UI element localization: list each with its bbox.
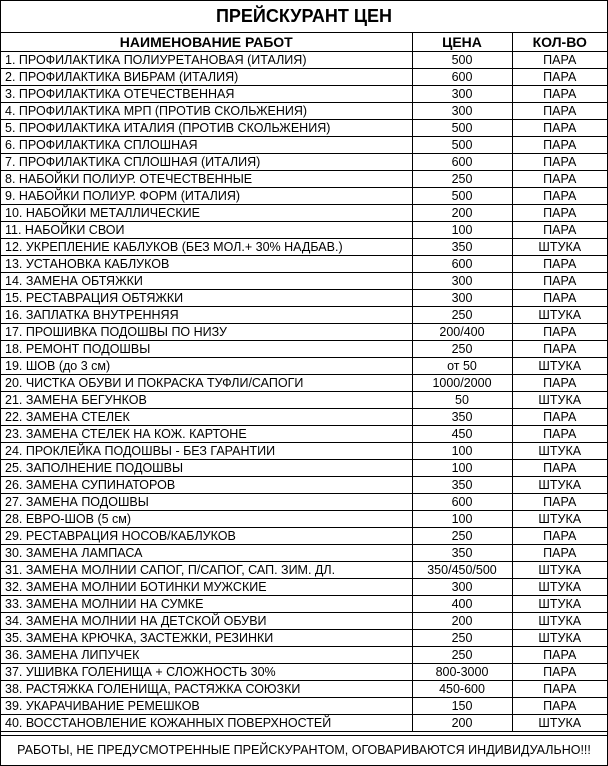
row-qty-cell: ПАРА — [512, 69, 607, 86]
table-row — [1, 477, 607, 494]
row-qty-cell: ПАРА — [512, 103, 607, 120]
row-price-cell: 1000/2000 — [412, 375, 512, 392]
row-price-cell: 400 — [412, 596, 512, 613]
row-qty-cell: ПАРА — [512, 222, 607, 239]
row-name-cell: 31. ЗАМЕНА МОЛНИИ САПОГ, П/САПОГ, САП. ЗИМ. ДЛ. — [1, 562, 412, 579]
row-price-cell: 100 — [412, 460, 512, 477]
row-qty-cell: ШТУКА — [512, 358, 607, 375]
row-price-cell: 600 — [412, 154, 512, 171]
row-qty-cell: ПАРА — [512, 375, 607, 392]
row-name-cell: 26. ЗАМЕНА СУПИНАТОРОВ — [1, 477, 412, 494]
table-row — [1, 358, 607, 375]
row-name-cell: 18. РЕМОНТ ПОДОШВЫ — [1, 341, 412, 358]
row-price-cell: 300 — [412, 579, 512, 596]
row-name-cell: 23. ЗАМЕНА СТЕЛЕК НА КОЖ. КАРТОНЕ — [1, 426, 412, 443]
row-qty-cell: ПАРА — [512, 256, 607, 273]
row-qty-cell: ПАРА — [512, 409, 607, 426]
row-qty-cell: ПАРА — [512, 698, 607, 715]
row-name-cell: 5. ПРОФИЛАКТИКА ИТАЛИЯ (ПРОТИВ СКОЛЬЖЕНИЯ) — [1, 120, 412, 137]
page-title: ПРЕЙСКУРАНТ ЦЕН — [215, 6, 393, 26]
header-price: ЦЕНА — [412, 33, 512, 52]
row-price-cell: 500 — [412, 52, 512, 69]
row-name-cell: 10. НАБОЙКИ МЕТАЛЛИЧЕСКИЕ — [1, 205, 412, 222]
row-name-cell: 20. ЧИСТКА ОБУВИ И ПОКРАСКА ТУФЛИ/САПОГИ — [1, 375, 412, 392]
table-row — [1, 188, 607, 205]
row-name-cell: 14. ЗАМЕНА ОБТЯЖКИ — [1, 273, 412, 290]
table-row — [1, 86, 607, 103]
row-price-cell: 200/400 — [412, 324, 512, 341]
table-row — [1, 69, 607, 86]
table-row — [1, 324, 607, 341]
row-name-cell: 8. НАБОЙКИ ПОЛИУР. ОТЕЧЕСТВЕННЫЕ — [1, 171, 412, 188]
row-qty-cell: ШТУКА — [512, 630, 607, 647]
row-price-cell: 600 — [412, 256, 512, 273]
row-name-cell: 16. ЗАПЛАТКА ВНУТРЕННЯЯ — [1, 307, 412, 324]
row-price-cell: 350 — [412, 409, 512, 426]
row-name-cell: 28. ЕВРО-ШОВ (5 см) — [1, 511, 412, 528]
table-row — [1, 545, 607, 562]
row-price-cell: 100 — [412, 222, 512, 239]
row-name-cell: 19. ШОВ (до 3 см) — [1, 358, 412, 375]
row-price-cell: 600 — [412, 69, 512, 86]
row-qty-cell: ПАРА — [512, 52, 607, 69]
row-name-cell: 17. ПРОШИВКА ПОДОШВЫ ПО НИЗУ — [1, 324, 412, 341]
row-price-cell: 50 — [412, 392, 512, 409]
row-price-cell: 250 — [412, 630, 512, 647]
row-price-cell: 250 — [412, 307, 512, 324]
row-name-cell: 2. ПРОФИЛАКТИКА ВИБРАМ (ИТАЛИЯ) — [1, 69, 412, 86]
row-qty-cell: ПАРА — [512, 426, 607, 443]
table-row — [1, 137, 607, 154]
row-name-cell: 32. ЗАМЕНА МОЛНИИ БОТИНКИ МУЖСКИЕ — [1, 579, 412, 596]
table-row — [1, 171, 607, 188]
row-price-cell: 500 — [412, 137, 512, 154]
table-row — [1, 528, 607, 545]
table-row — [1, 154, 607, 171]
row-price-cell: 250 — [412, 647, 512, 664]
row-price-cell: 500 — [412, 120, 512, 137]
row-qty-cell: ПАРА — [512, 205, 607, 222]
row-qty-cell: ПАРА — [512, 647, 607, 664]
row-name-cell: 4. ПРОФИЛАКТИКА МРП (ПРОТИВ СКОЛЬЖЕНИЯ) — [1, 103, 412, 120]
row-qty-cell: ПАРА — [512, 528, 607, 545]
row-name-cell: 25. ЗАПОЛНЕНИЕ ПОДОШВЫ — [1, 460, 412, 477]
row-qty-cell: ПАРА — [512, 86, 607, 103]
table-row — [1, 52, 607, 69]
row-qty-cell: ШТУКА — [512, 443, 607, 460]
row-qty-cell: ПАРА — [512, 290, 607, 307]
row-qty-cell: ШТУКА — [512, 715, 607, 732]
row-qty-cell: ШТУКА — [512, 392, 607, 409]
row-price-cell: от 50 — [412, 358, 512, 375]
row-qty-cell: ПАРА — [512, 681, 607, 698]
table-row — [1, 375, 607, 392]
table-row — [1, 341, 607, 358]
row-qty-cell: ПАРА — [512, 154, 607, 171]
table-row — [1, 579, 607, 596]
row-name-cell: 33. ЗАМЕНА МОЛНИИ НА СУМКЕ — [1, 596, 412, 613]
row-name-cell: 30. ЗАМЕНА ЛАМПАСА — [1, 545, 412, 562]
row-name-cell: 9. НАБОЙКИ ПОЛИУР. ФОРМ (ИТАЛИЯ) — [1, 188, 412, 205]
row-qty-cell: ШТУКА — [512, 511, 607, 528]
table-row — [1, 392, 607, 409]
row-price-cell: 500 — [412, 188, 512, 205]
row-name-cell: 36. ЗАМЕНА ЛИПУЧЕК — [1, 647, 412, 664]
row-price-cell: 150 — [412, 698, 512, 715]
price-table — [1, 32, 607, 732]
row-name-cell: 27. ЗАМЕНА ПОДОШВЫ — [1, 494, 412, 511]
table-header-row — [1, 33, 607, 52]
row-name-cell: 35. ЗАМЕНА КРЮЧКА, ЗАСТЕЖКИ, РЕЗИНКИ — [1, 630, 412, 647]
table-row — [1, 409, 607, 426]
table-row — [1, 460, 607, 477]
row-qty-cell: ПАРА — [512, 545, 607, 562]
row-price-cell: 200 — [412, 715, 512, 732]
row-name-cell: 34. ЗАМЕНА МОЛНИИ НА ДЕТСКОЙ ОБУВИ — [1, 613, 412, 630]
row-price-cell: 200 — [412, 613, 512, 630]
row-price-cell: 450 — [412, 426, 512, 443]
table-row — [1, 715, 607, 732]
header-name: НАИМЕНОВАНИЕ РАБОТ — [1, 33, 412, 52]
table-row — [1, 630, 607, 647]
row-name-cell: 37. УШИВКА ГОЛЕНИЩА + СЛОЖНОСТЬ 30% — [1, 664, 412, 681]
table-row — [1, 205, 607, 222]
row-qty-cell: ПАРА — [512, 324, 607, 341]
row-price-cell: 350 — [412, 239, 512, 256]
row-price-cell: 200 — [412, 205, 512, 222]
row-price-cell: 350 — [412, 477, 512, 494]
row-name-cell: 3. ПРОФИЛАКТИКА ОТЕЧЕСТВЕННАЯ — [1, 86, 412, 103]
row-qty-cell: ПАРА — [512, 460, 607, 477]
row-name-cell: 7. ПРОФИЛАКТИКА СПЛОШНАЯ (ИТАЛИЯ) — [1, 154, 412, 171]
row-price-cell: 600 — [412, 494, 512, 511]
table-row — [1, 239, 607, 256]
table-row — [1, 290, 607, 307]
row-name-cell: 22. ЗАМЕНА СТЕЛЕК — [1, 409, 412, 426]
row-price-cell: 250 — [412, 341, 512, 358]
row-name-cell: 24. ПРОКЛЕЙКА ПОДОШВЫ - БЕЗ ГАРАНТИИ — [1, 443, 412, 460]
row-qty-cell: ПАРА — [512, 171, 607, 188]
table-row — [1, 613, 607, 630]
row-qty-cell: ПАРА — [512, 137, 607, 154]
row-name-cell: 12. УКРЕПЛЕНИЕ КАБЛУКОВ (БЕЗ МОЛ.+ 30% НАДБАВ.) — [1, 239, 412, 256]
row-price-cell: 300 — [412, 290, 512, 307]
table-row — [1, 698, 607, 715]
row-qty-cell: ПАРА — [512, 341, 607, 358]
header-qty: КОЛ-ВО — [512, 33, 607, 52]
table-row — [1, 256, 607, 273]
row-name-cell: 40. ВОССТАНОВЛЕНИЕ КОЖАННЫХ ПОВЕРХНОСТЕЙ — [1, 715, 412, 732]
row-qty-cell: ШТУКА — [512, 307, 607, 324]
row-qty-cell: ПАРА — [512, 664, 607, 681]
table-row — [1, 103, 607, 120]
table-row — [1, 647, 607, 664]
row-name-cell: 13. УСТАНОВКА КАБЛУКОВ — [1, 256, 412, 273]
row-name-cell: 1. ПРОФИЛАКТИКА ПОЛИУРЕТАНОВАЯ (ИТАЛИЯ) — [1, 52, 412, 69]
table-row — [1, 562, 607, 579]
row-qty-cell: ПАРА — [512, 120, 607, 137]
row-name-cell: 39. УКАРАЧИВАНИЕ РЕМЕШКОВ — [1, 698, 412, 715]
row-price-cell: 800-3000 — [412, 664, 512, 681]
table-row — [1, 307, 607, 324]
row-qty-cell: ШТУКА — [512, 579, 607, 596]
row-price-cell: 100 — [412, 443, 512, 460]
table-row — [1, 511, 607, 528]
row-qty-cell: ШТУКА — [512, 477, 607, 494]
row-qty-cell: ПАРА — [512, 188, 607, 205]
row-qty-cell: ШТУКА — [512, 562, 607, 579]
row-name-cell: 38. РАСТЯЖКА ГОЛЕНИЩА, РАСТЯЖКА СОЮЗКИ — [1, 681, 412, 698]
row-name-cell: 11. НАБОЙКИ СВОИ — [1, 222, 412, 239]
row-price-cell: 300 — [412, 273, 512, 290]
row-price-cell: 250 — [412, 171, 512, 188]
row-name-cell: 15. РЕСТАВРАЦИЯ ОБТЯЖКИ — [1, 290, 412, 307]
table-row — [1, 443, 607, 460]
table-row — [1, 426, 607, 443]
row-price-cell: 350/450/500 — [412, 562, 512, 579]
row-price-cell: 300 — [412, 86, 512, 103]
row-price-cell: 450-600 — [412, 681, 512, 698]
table-row — [1, 222, 607, 239]
row-qty-cell: ШТУКА — [512, 596, 607, 613]
row-name-cell: 6. ПРОФИЛАКТИКА СПЛОШНАЯ — [1, 137, 412, 154]
table-row — [1, 664, 607, 681]
footer-note: РАБОТЫ, НЕ ПРЕДУСМОТРЕННЫЕ ПРЕЙСКУРАНТОМ, ОГОВАРИВАЮТСЯ ИНДИВИДУАЛЬНО!!! — [1, 735, 607, 766]
row-price-cell: 250 — [412, 528, 512, 545]
table-row — [1, 494, 607, 511]
table-row — [1, 596, 607, 613]
row-qty-cell: ПАРА — [512, 273, 607, 290]
row-name-cell: 29. РЕСТАВРАЦИЯ НОСОВ/КАБЛУКОВ — [1, 528, 412, 545]
row-qty-cell: ШТУКА — [512, 613, 607, 630]
row-price-cell: 350 — [412, 545, 512, 562]
table-row — [1, 273, 607, 290]
row-qty-cell: ПАРА — [512, 494, 607, 511]
table-row — [1, 120, 607, 137]
row-qty-cell: ШТУКА — [512, 239, 607, 256]
table-row — [1, 681, 607, 698]
row-price-cell: 100 — [412, 511, 512, 528]
row-name-cell: 21. ЗАМЕНА БЕГУНКОВ — [1, 392, 412, 409]
row-price-cell: 300 — [412, 103, 512, 120]
